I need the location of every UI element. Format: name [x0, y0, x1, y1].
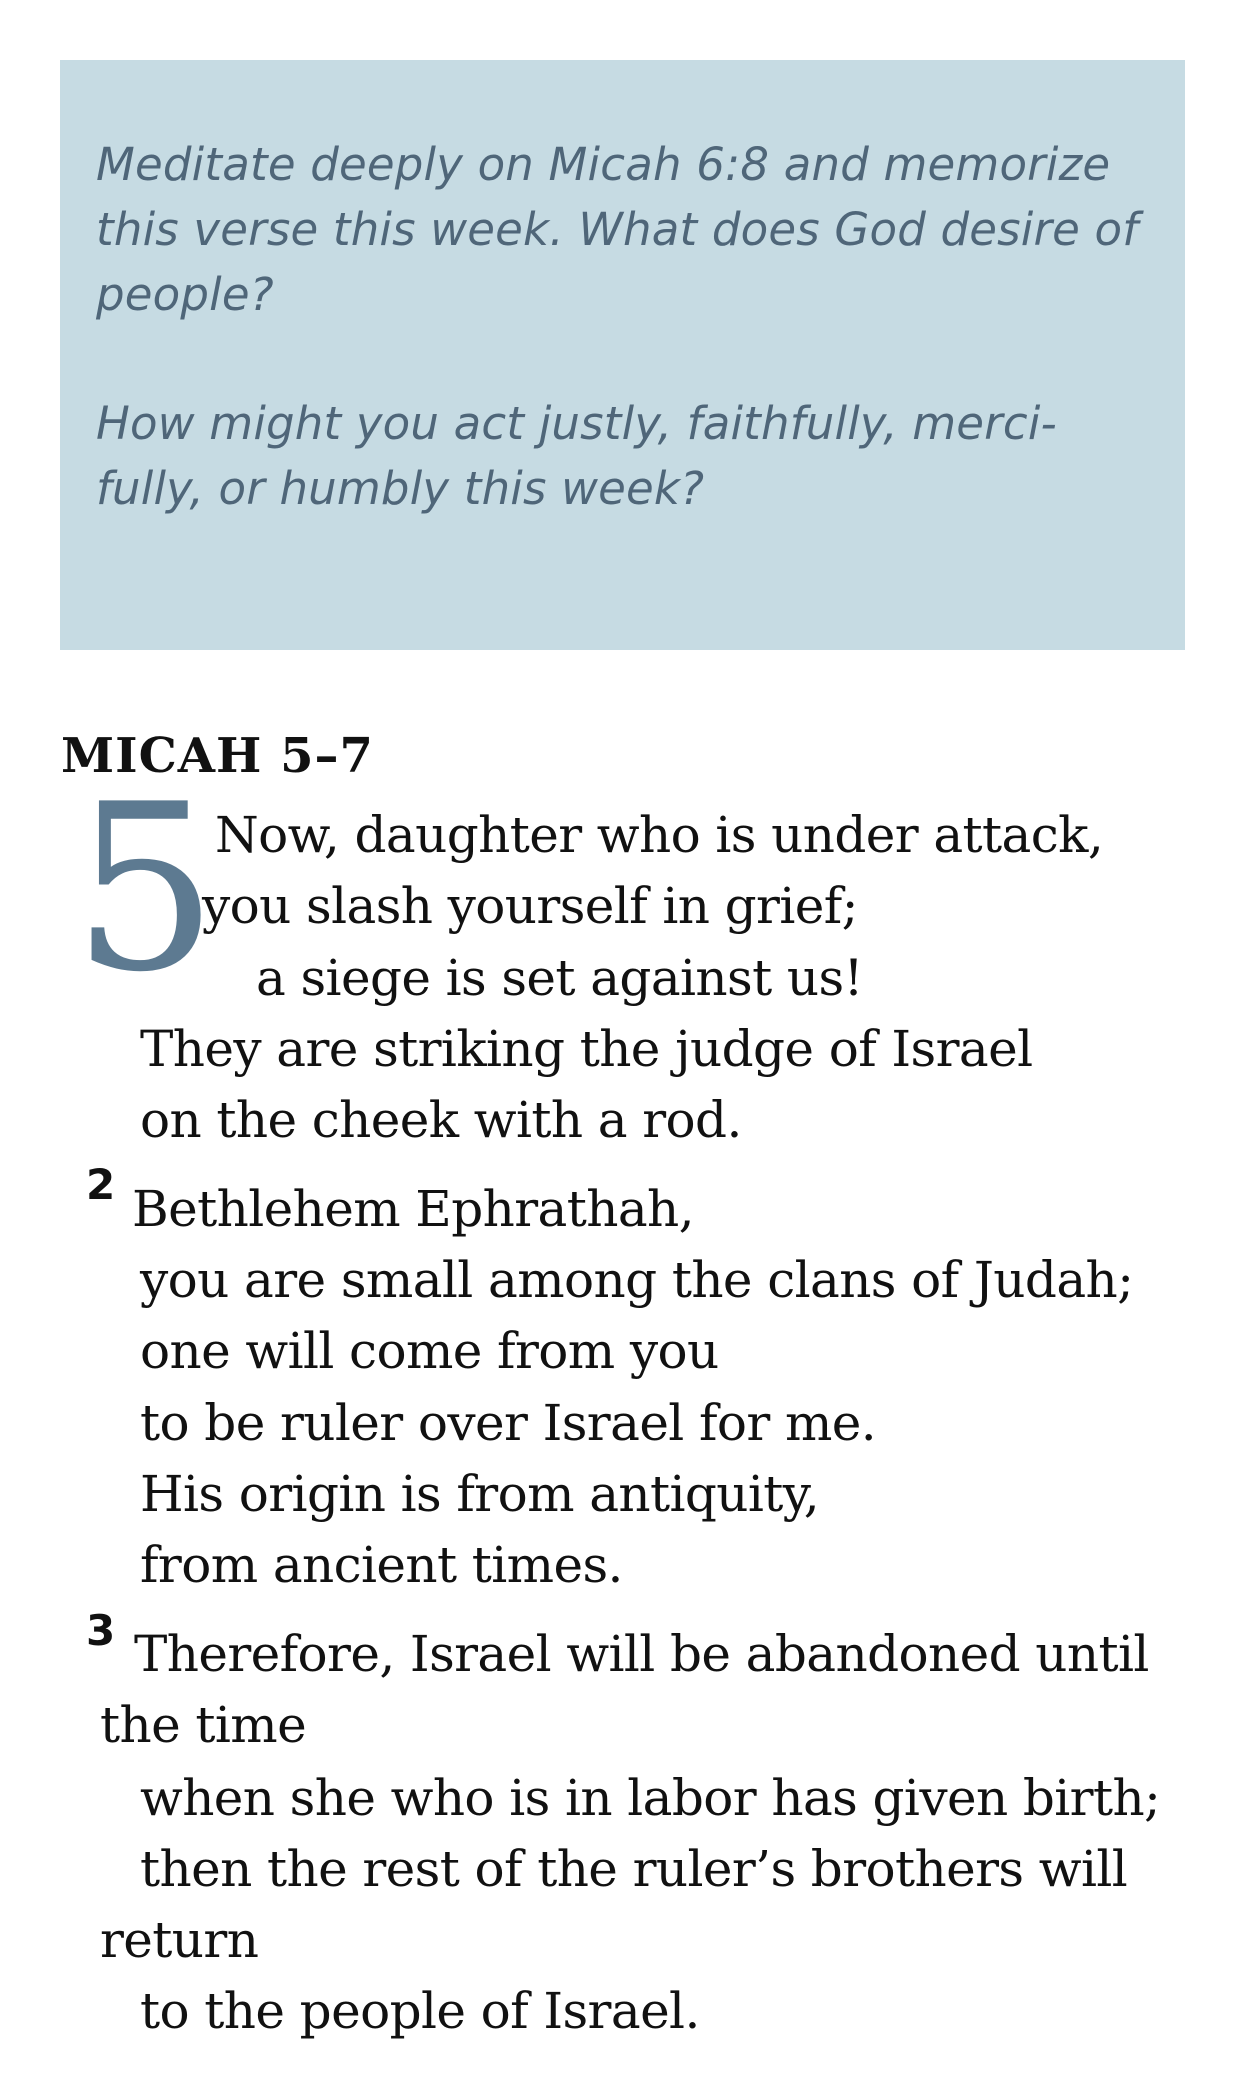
verse-line: return — [100, 1911, 259, 1969]
verse-number: 3 — [86, 1606, 116, 1655]
verse-number: 2 — [86, 1160, 116, 1209]
verse-line: then the rest of the ruler’s brothers will — [140, 1840, 1128, 1898]
verse-line: you are small among the clans of Judah; — [140, 1251, 1134, 1309]
section-heading: MICAH 5–7 — [61, 728, 374, 784]
verse-line: when she who is in labor has given birth; — [140, 1769, 1161, 1827]
verse-line: They are striking the judge of Israel — [140, 1020, 1033, 1078]
verse-line: to the people of Israel. — [140, 1982, 700, 2040]
verse-line: one will come from you — [140, 1322, 719, 1380]
reflection-prompt: How might you act justly, faithfully, merci-fully, or humbly this week? — [96, 397, 1057, 515]
verse-line: a siege is set against us! — [256, 949, 864, 1007]
reflection-prompt: Meditate deeply on Micah 6:8 and memorize this verse this week. What does God desire of people? — [96, 138, 1139, 321]
reflection-callout — [60, 60, 1185, 650]
verse-line: Therefore, Israel will be abandoned until — [134, 1625, 1149, 1683]
verse-line: you slash yourself in grief; — [202, 877, 858, 935]
verse-line: Bethlehem Ephrathah, — [132, 1180, 694, 1238]
verse-line: His origin is from antiquity, — [140, 1465, 820, 1523]
verse-line: from ancient times. — [140, 1536, 623, 1594]
verse-line: on the cheek with a rod. — [140, 1091, 742, 1149]
verse-line: Now, daughter who is under attack, — [215, 806, 1104, 864]
verse-line: to be ruler over Israel for me. — [140, 1394, 877, 1452]
chapter-drop-cap: 5 — [72, 756, 219, 1023]
verse-line: the time — [100, 1696, 307, 1754]
